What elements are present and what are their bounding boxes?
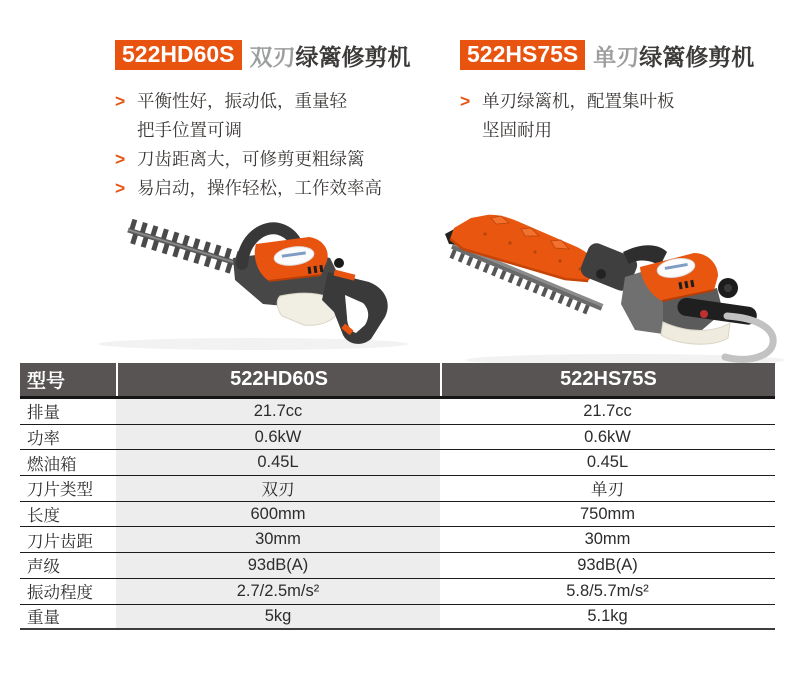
spec-label: 功率 <box>27 430 60 449</box>
bullet-arrow-icon: > <box>115 149 126 169</box>
table-row <box>20 476 775 502</box>
spec-value-hd60s: 600mm <box>116 502 440 527</box>
spec-label: 振动程度 <box>27 584 93 603</box>
rear-handle <box>322 272 388 344</box>
product-title-522hd60s <box>115 40 450 70</box>
spec-value-hs75s: 0.45L <box>586 453 629 472</box>
table-row <box>20 399 775 425</box>
spec-value-hs75s: 单刃 <box>591 481 624 500</box>
spec-label: 重量 <box>27 609 60 628</box>
bullet-arrow-icon: > <box>460 91 471 111</box>
bullet-arrow-icon: > <box>115 91 126 111</box>
table-row <box>20 450 775 476</box>
feature-item <box>460 87 790 116</box>
spec-table <box>20 363 775 630</box>
spec-label: 长度 <box>27 507 60 526</box>
spec-value-hd60s: 5kg <box>116 605 440 629</box>
feature-list-522hd60s <box>115 87 450 203</box>
spec-value-hs75s: 0.6kW <box>584 427 631 446</box>
spec-value-hs75s: 21.7cc <box>583 401 632 420</box>
feature-text: 刀齿距离大，可修剪更粗绿篱 <box>137 149 365 169</box>
spec-value-hs75s: 93dB(A) <box>577 555 638 574</box>
spec-label: 刀片齿距 <box>27 532 93 551</box>
choke-knob <box>334 258 344 268</box>
spec-value-hd60s: 30mm <box>116 527 440 552</box>
spec-label: 刀片类型 <box>27 481 93 500</box>
product-section-522hs75s <box>460 40 790 145</box>
spec-label: 燃油箱 <box>27 455 77 474</box>
feature-item <box>115 87 450 116</box>
table-row <box>20 553 775 579</box>
table-row <box>20 502 775 528</box>
table-row <box>20 425 775 451</box>
product-section-522hd60s <box>115 40 450 203</box>
spec-value-hd60s: 2.7/2.5m/s² <box>116 579 440 604</box>
feature-item <box>115 145 450 174</box>
feature-text: 坚固耐用 <box>482 120 552 140</box>
spec-value-hs75s: 5.8/5.7m/s² <box>566 581 649 600</box>
feature-text: 平衡性好，振动低，重量轻 <box>137 91 347 111</box>
table-row <box>20 605 775 631</box>
product-subtitle <box>593 39 754 72</box>
category-label: 绿篱修剪机 <box>639 43 755 70</box>
product-title-522hs75s <box>460 40 790 70</box>
spec-value-hd60s: 0.6kW <box>116 425 440 450</box>
product-image-522hd60s-double-blade-trimmer <box>28 200 428 355</box>
model-badge-522hs75s: 522HS75S <box>460 40 585 70</box>
product-subtitle <box>250 39 411 72</box>
feature-item <box>460 116 790 145</box>
feature-item <box>115 174 450 203</box>
spec-table-header <box>20 363 775 399</box>
spec-value-hs75s: 30mm <box>584 530 631 549</box>
feature-item <box>115 116 450 145</box>
spec-label: 声级 <box>27 558 60 577</box>
bullet-arrow-icon <box>115 116 137 145</box>
spec-value-hs75s: 5.1kg <box>587 606 628 625</box>
header-cell-522hd60s: 522HD60S <box>116 363 440 396</box>
bullet-arrow-icon: > <box>115 178 126 198</box>
header-cell-model: 型号 <box>27 371 66 392</box>
table-row <box>20 579 775 605</box>
feature-text: 易启动，操作轻松，工作效率高 <box>137 178 382 198</box>
spec-table-body <box>20 399 775 630</box>
stop-button <box>700 310 708 318</box>
model-badge-522hd60s: 522HD60S <box>115 40 242 70</box>
blade-type-label: 单刃 <box>593 43 640 70</box>
spec-value-hd60s: 93dB(A) <box>116 553 440 578</box>
spec-label: 排量 <box>27 404 60 423</box>
spec-value-hd60s: 21.7cc <box>116 399 440 424</box>
bullet-arrow-icon <box>460 116 482 145</box>
feature-text: 把手位置可调 <box>137 120 242 140</box>
feature-list-522hs75s <box>460 87 790 145</box>
product-image-522hs75s-single-blade-trimmer <box>425 192 790 372</box>
spec-value-hd60s: 0.45L <box>116 450 440 475</box>
spec-value-hs75s: 750mm <box>579 504 636 523</box>
table-row <box>20 527 775 553</box>
category-label: 绿篱修剪机 <box>295 43 411 70</box>
blade-type-label: 双刃 <box>249 43 296 70</box>
header-cell-522hs75s: 522HS75S <box>440 363 775 396</box>
spec-value-hd60s: 双刃 <box>116 476 440 501</box>
feature-text: 单刃绿篱机，配置集叶板 <box>482 91 675 111</box>
